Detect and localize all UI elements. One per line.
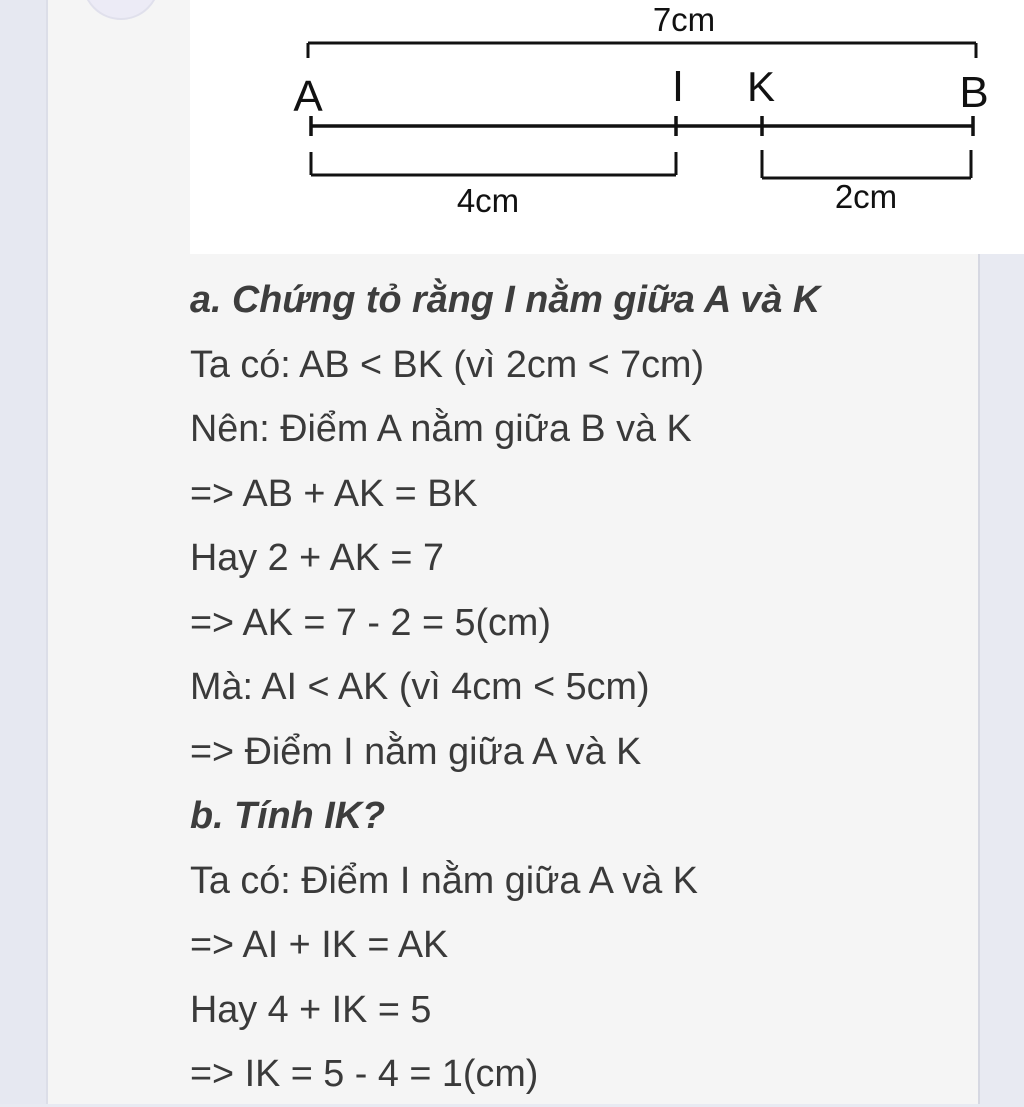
point-a-label: A: [293, 72, 323, 121]
part-a-line: Nên: Điểm A nằm giữa B và K: [190, 408, 692, 450]
point-i-label: I: [671, 62, 685, 111]
part-b-line: => AI + IK = AK: [190, 924, 449, 966]
segment-figure: [190, 0, 1024, 254]
bracket-ab: [308, 43, 976, 58]
left-margin: [0, 0, 48, 1104]
part-b-line: => IK = 5 - 4 = 1(cm): [190, 1053, 539, 1095]
solution-text: [190, 268, 970, 1107]
part-b-line: Ta có: Điểm I nằm giữa A và K: [190, 859, 698, 902]
label-total: 7cm: [652, 1, 716, 38]
label-kb: 2cm: [834, 178, 898, 215]
segment-line: [311, 116, 973, 136]
part-a-line: => AK = 7 - 2 = 5(cm): [190, 601, 551, 644]
part-a-heading: a. Chứng tỏ rằng I nằm giữa A và K: [190, 279, 821, 321]
bracket-ai: [311, 152, 676, 175]
part-a-line: Mà: AI < AK (vì 4cm < 5cm): [190, 666, 650, 708]
point-b-label: B: [959, 68, 989, 117]
part-b-line: Hay 4 + IK = 5: [190, 988, 432, 1031]
part-a-line: => AB + AK = BK: [190, 472, 478, 515]
segment-diagram: [190, 0, 1024, 254]
part-a-line: Ta có: AB < BK (vì 2cm < 7cm): [190, 343, 705, 386]
part-b-heading: b. Tính IK?: [190, 795, 386, 837]
point-k-label: K: [746, 63, 776, 110]
bracket-kb: [762, 150, 971, 178]
part-a-line: => Điểm I nằm giữa A và K: [190, 730, 642, 773]
label-ai: 4cm: [456, 182, 520, 219]
part-a-line: Hay 2 + AK = 7: [190, 537, 444, 579]
